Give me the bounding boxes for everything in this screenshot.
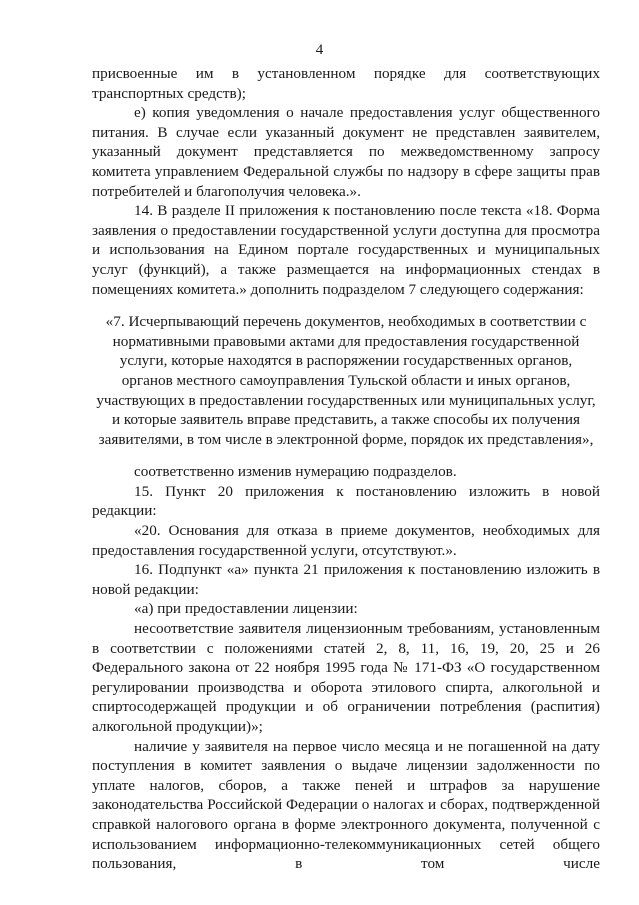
spacer (92, 299, 600, 312)
page-number: 4 (315, 42, 324, 58)
heading-line: заявителями, в том числе в электронной форме, порядок их представления», (98, 430, 594, 448)
paragraph-item-e: е) копия уведомления о начале предоставления услуг общественного питания. В случае если указанный документ не представлен заявителем, указанный документ представляется по межведомственному запросу комитета управлением Федеральной службы по надзору в сфере защиты прав потребителей и благополучия человека.». (92, 104, 600, 200)
spacer (92, 449, 600, 462)
paragraph-transport-vehicles: присвоенные им в установленном порядке для соответствующих транспортных средств); (92, 65, 600, 102)
paragraph-14: 14. В разделе II приложения к постановлению после текста «18. Форма заявления о предоставлении государственной услуги доступна для просмотра и использования на Едином портале государственных и муниципальных услуг (функций), а также размещается на информационных стендах в помещениях комитета.» дополнить подразделом 7 следующего содержания: (92, 202, 600, 298)
document-body (92, 64, 600, 874)
paragraph-20-text: «20. Основания для отказа в приеме документов, необходимых для предоставления государственной услуги, отсутствуют.». (92, 522, 600, 559)
heading-line: участвующих в предоставлении государственных или муниципальных услуг, (96, 391, 596, 409)
heading-line: органов местного самоуправления Тульской области и иных органов, (121, 371, 571, 389)
heading-line: услуги, которые находятся в распоряжении государственных органов, (119, 352, 573, 370)
paragraph-16: 16. Подпункт «а» пункта 21 приложения к постановлению изложить в новой редакции: (92, 561, 600, 598)
paragraph-renumber: соответственно изменив нумерацию подразделов. (134, 463, 457, 481)
subsection-7-heading (92, 312, 600, 449)
heading-line: и которые заявитель вправе представить, а также способы их получения (111, 411, 581, 429)
paragraph-nonconformity: несоответствие заявителя лицензионным требованиям, установленным в соответствии с положениями статей 2, 8, 11, 16, 19, 20, 25 и 26 Федерального закона от 22 ноября 1995 года № 171-ФЗ «О государственном регулировании производства и оборота этилового спирта, алкогольной и спиртосодержащей продукции и об ограничении потребления (распития) алкогольной продукции)»; (92, 620, 600, 735)
paragraph-15: 15. Пункт 20 приложения к постановлению изложить в новой редакции: (92, 482, 600, 520)
heading-line: нормативными правовыми актами для предоставления государственной (112, 332, 580, 350)
heading-line: «7. Исчерпывающий перечень документов, необходимых в соответствии с (105, 313, 587, 331)
paragraph-tax-debt: наличие у заявителя на первое число месяца и не погашенной на дату поступления в комитет заявления о выдаче лицензии задолженности по уплате налогов, сборов, а также пеней и штрафов за нарушение законодательства Российской Федерации о налогах и сборах, подтвержденной справкой налогового органа в форме электронного документа, полученной с использованием информационно-телекоммуникационных сетей общего пользования, в том числе (92, 737, 600, 873)
paragraph-item-a: «а) при предоставлении лицензии: (134, 600, 358, 618)
